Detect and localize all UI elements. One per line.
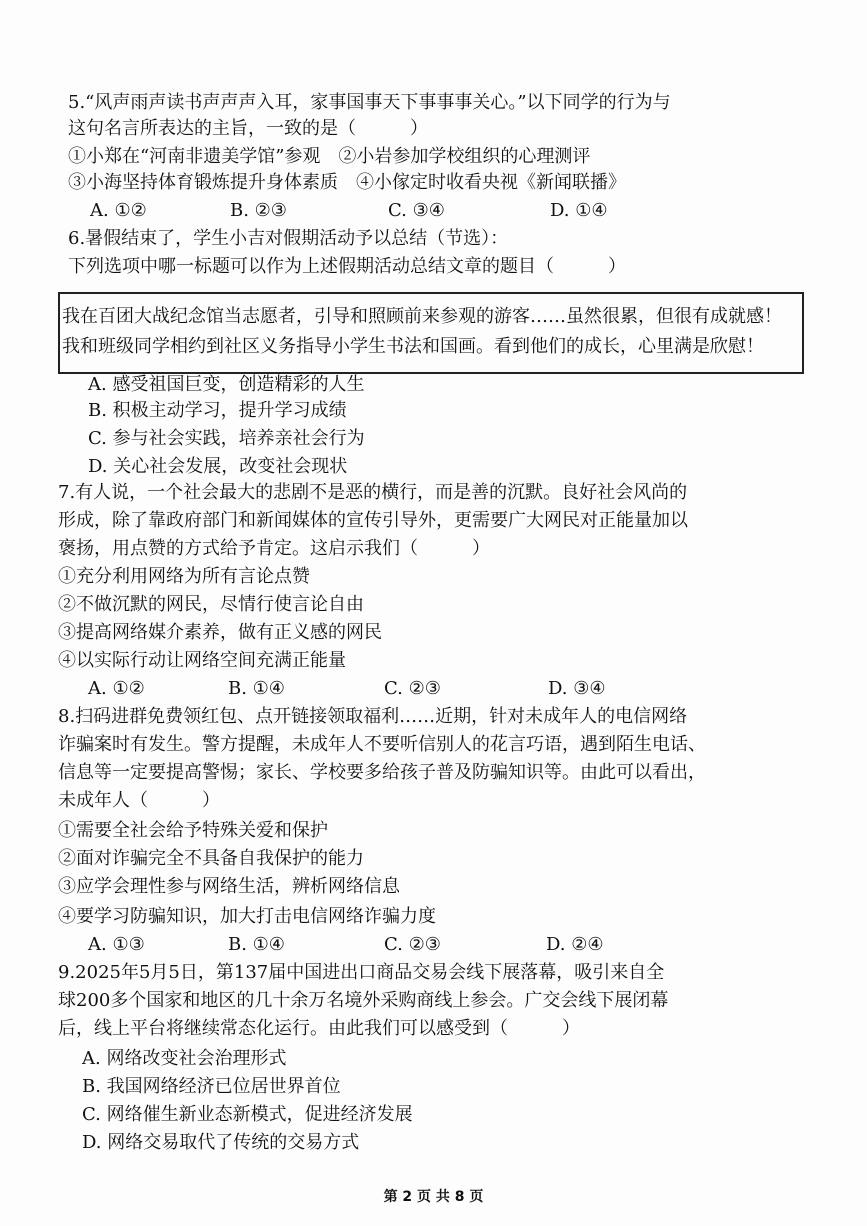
q8-stem-line1: 8.扫码进群免费领红包、点开链接领取福利……近期，针对未成年人的电信网络 <box>58 706 688 727</box>
q5-options <box>90 200 790 222</box>
q8-option-b: B. ①④ <box>228 934 285 955</box>
q9-stem-line2: 球200多个国家和地区的几十余万名境外采购商线上参会。广交会线下展闭幕 <box>58 990 669 1011</box>
q8-item-4: ④要学习防骗知识，加大打击电信网络诈骗力度 <box>58 906 436 927</box>
q7-item-3: ③提高网络媒介素养，做有正义感的网民 <box>58 622 382 643</box>
q9-option-c: C. 网络催生新业态新模式，促进经济发展 <box>82 1104 413 1125</box>
q5-option-b: B. ②③ <box>230 200 287 221</box>
q7-option-b: B. ①④ <box>228 678 285 699</box>
q5-stem-line1: 5.“风声雨声读书声声声入耳，家事国事天下事事事关心。”以下同学的行为与 <box>68 92 671 113</box>
q5-item-line2: ③小海坚持体育锻炼提升身体素质 ④小傢定时收看央视《新闻联播》 <box>68 172 626 193</box>
q7-option-c: C. ②③ <box>384 678 441 699</box>
q8-stem-line3: 信息等一定要提高警惕；家长、学校要多给孩子普及防骗知识等。由此可以看出， <box>58 762 706 783</box>
q6-option-c: C. 参与社会实践，培养亲社会行为 <box>88 428 365 449</box>
q5-item-line1: ①小郑在“河南非遗美学馆”参观 ②小岩参加学校组织的心理测评 <box>68 146 591 167</box>
q7-option-d: D. ③④ <box>548 678 606 699</box>
q6-option-d: D. 关心社会发展，改变社会现状 <box>88 456 348 477</box>
q9-stem-line1: 9.2025年5月5日，第137届中国进出口商品交易会线下展落幕，吸引来自全 <box>58 962 665 983</box>
q8-item-2: ②面对诈骗完全不具备自我保护的能力 <box>58 848 364 869</box>
q7-options <box>88 678 788 700</box>
q7-item-2: ②不做沉默的网民，尽情行使言论自由 <box>58 594 364 615</box>
q5-option-d: D. ①④ <box>550 200 608 221</box>
q6-summary-box <box>58 292 804 374</box>
q5-option-a: A. ①② <box>90 200 147 221</box>
q7-stem-line2: 形成，除了靠政府部门和新闻媒体的宣传引导外，更需要广大网民对正能量加以 <box>58 510 688 531</box>
q9-option-d: D. 网络交易取代了传统的交易方式 <box>82 1132 360 1153</box>
q5-stem-line2: 这句名言所表达的主旨，一致的是（ ） <box>68 118 428 139</box>
q7-item-1: ①充分利用网络为所有言论点赞 <box>58 566 310 587</box>
q7-stem-line3: 褒扬，用点赞的方式给予肯定。这启示我们（ ） <box>58 538 490 559</box>
q8-option-c: C. ②③ <box>384 934 441 955</box>
q6-option-b: B. 积极主动学习，提升学习成绩 <box>88 400 347 421</box>
q9-option-a: A. 网络改变社会治理形式 <box>82 1048 287 1069</box>
q8-options <box>88 934 788 956</box>
page-footer: 第 2 页 共 8 页 <box>383 1189 484 1205</box>
q9-stem-line3: 后，线上平台将继续常态化运行。由此我们可以感受到（ ） <box>58 1018 580 1039</box>
q6-stem-line2: 下列选项中哪一标题可以作为上述假期活动总结文章的题目（ ） <box>68 256 626 277</box>
q7-item-4: ④以实际行动让网络空间充满正能量 <box>58 650 346 671</box>
q8-stem-line4: 未成年人（ ） <box>58 790 220 811</box>
q6-box-line1: 我在百团大战纪念馆当志愿者，引导和照顾前来参观的游客……虽然很累，但很有成就感！ <box>62 306 782 327</box>
q7-option-a: A. ①② <box>88 678 145 699</box>
q6-stem-line1: 6.暑假结束了，学生小吉对假期活动予以总结（节选）： <box>68 228 509 249</box>
q8-option-a: A. ①③ <box>88 934 145 955</box>
q9-option-b: B. 我国网络经济已位居世界首位 <box>82 1076 341 1097</box>
q5-option-c: C. ③④ <box>388 200 445 221</box>
q6-option-a: A. 感受祖国巨变，创造精彩的人生 <box>88 374 365 395</box>
q8-option-d: D. ②④ <box>546 934 604 955</box>
q8-item-1: ①需要全社会给予特殊关爱和保护 <box>58 820 328 841</box>
q8-item-3: ③应学会理性参与网络生活，辨析网络信息 <box>58 876 400 897</box>
q6-box-line2: 我和班级同学相约到社区义务指导小学生书法和国画。看到他们的成长，心里满是欣慰！ <box>62 336 764 357</box>
q7-stem-line1: 7.有人说，一个社会最大的悲剧不是恶的横行，而是善的沉默。良好社会风尚的 <box>58 482 688 503</box>
q8-stem-line2: 诈骗案时有发生。警方提醒，未成年人不要听信别人的花言巧语，遇到陌生电话、 <box>58 734 706 755</box>
